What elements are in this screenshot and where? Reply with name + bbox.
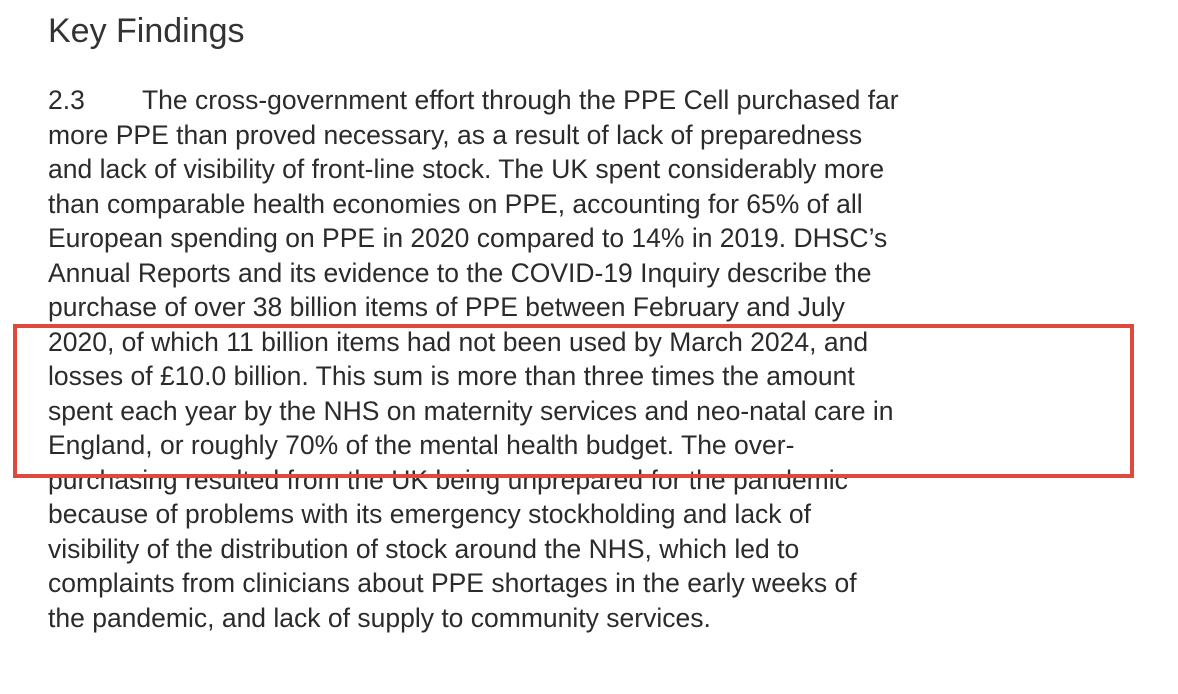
paragraph-line: the pandemic, and lack of supply to community services. — [48, 602, 711, 633]
paragraph-line: purchasing resulted from the UK being unprepared for the pandemic — [48, 464, 848, 495]
paragraph-line: more PPE than proved necessary, as a result of lack of preparedness — [48, 119, 863, 150]
paragraph-number: 2.3 — [48, 85, 85, 115]
paragraph-line: and lack of visibility of front-line stock. The UK spent considerably more — [48, 154, 885, 184]
paragraph-line: complaints from clinicians about PPE shortages in the early weeks of — [48, 568, 857, 598]
paragraph-line: 2020, of which 11 billion items had not been used by March 2024, and — [48, 326, 869, 357]
paragraph-line: Annual Reports and its evidence to the COVID-19 Inquiry describe the — [48, 257, 872, 288]
paragraph-line: England, or roughly 70% of the mental health budget. The over- — [48, 430, 795, 460]
paragraph-line: than comparable health economies on PPE, accounting for 65% of all — [48, 188, 863, 219]
paragraph-line: because of problems with its emergency stockholding and lack of — [48, 499, 812, 529]
paragraph-line: spent each year by the NHS on maternity services and neo-natal care in — [48, 395, 894, 426]
paragraph-line: visibility of the distribution of stock around the NHS, which led to — [48, 533, 800, 564]
paragraph-2-3 — [48, 83, 1158, 635]
paragraph-line: European spending on PPE in 2020 compared to 14% in 2019. DHSC’s — [48, 223, 888, 253]
paragraph-line — [48, 83, 1158, 118]
paragraph-line: purchase of over 38 billion items of PPE between February and July — [48, 292, 845, 322]
paragraph-line-text: The cross-government effort through the PPE Cell purchased far — [142, 85, 899, 115]
paragraph-line: losses of £10.0 billion. This sum is more than three times the amount — [48, 361, 855, 391]
section-heading: Key Findings — [48, 12, 245, 50]
